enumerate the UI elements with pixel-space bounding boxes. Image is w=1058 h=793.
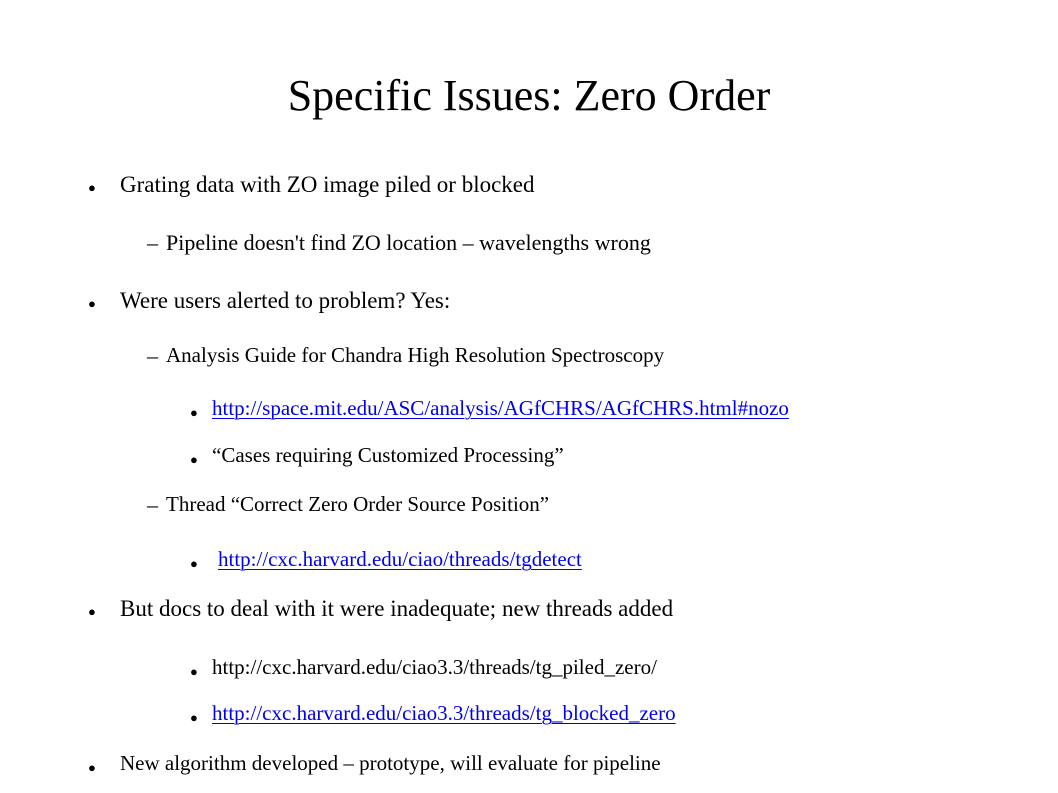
dash-bullet-icon: – [147, 492, 158, 517]
bullet-text: Thread “Correct Zero Order Source Position” [166, 492, 550, 516]
bullet-dot-icon: ● [88, 760, 96, 775]
bullet-dot-icon: ● [190, 664, 198, 679]
bullet-dot-icon: ● [190, 710, 198, 725]
link-tg-blocked-zero[interactable]: http://cxc.harvard.edu/ciao3.3/threads/tg_blocked_zero [212, 701, 676, 725]
bullet-dot-icon: ● [190, 405, 198, 420]
bullet-text: But docs to deal with it were inadequate; new threads added [120, 596, 674, 621]
url-text-tg-piled-zero: http://cxc.harvard.edu/ciao3.3/threads/tg_piled_zero/ [212, 655, 657, 679]
link-agfchrs-nozo[interactable]: http://space.mit.edu/ASC/analysis/AGfCHRS/AGfCHRS.html#nozo [212, 396, 789, 420]
bullet-text: New algorithm developed – prototype, will evaluate for pipeline [120, 751, 661, 775]
bullet-dot-icon: ● [190, 452, 198, 467]
bullet-text: Grating data with ZO image piled or blocked [120, 172, 535, 197]
dash-bullet-icon: – [147, 343, 158, 368]
bullet-text: Pipeline doesn't find ZO location – wavelengths wrong [166, 230, 651, 255]
bullet-text: Were users alerted to problem? Yes: [120, 288, 451, 313]
bullet-dot-icon: ● [190, 556, 198, 571]
bullet-dot-icon: ● [88, 604, 96, 619]
link-tgdetect[interactable]: http://cxc.harvard.edu/ciao/threads/tgdetect [218, 547, 582, 571]
slide-title: Specific Issues: Zero Order [287, 71, 771, 120]
bullet-text: “Cases requiring Customized Processing” [212, 443, 564, 467]
bullet-text: Analysis Guide for Chandra High Resolution Spectroscopy [166, 343, 665, 367]
dash-bullet-icon: – [147, 230, 158, 255]
bullet-dot-icon: ● [88, 180, 96, 195]
bullet-dot-icon: ● [88, 296, 96, 311]
